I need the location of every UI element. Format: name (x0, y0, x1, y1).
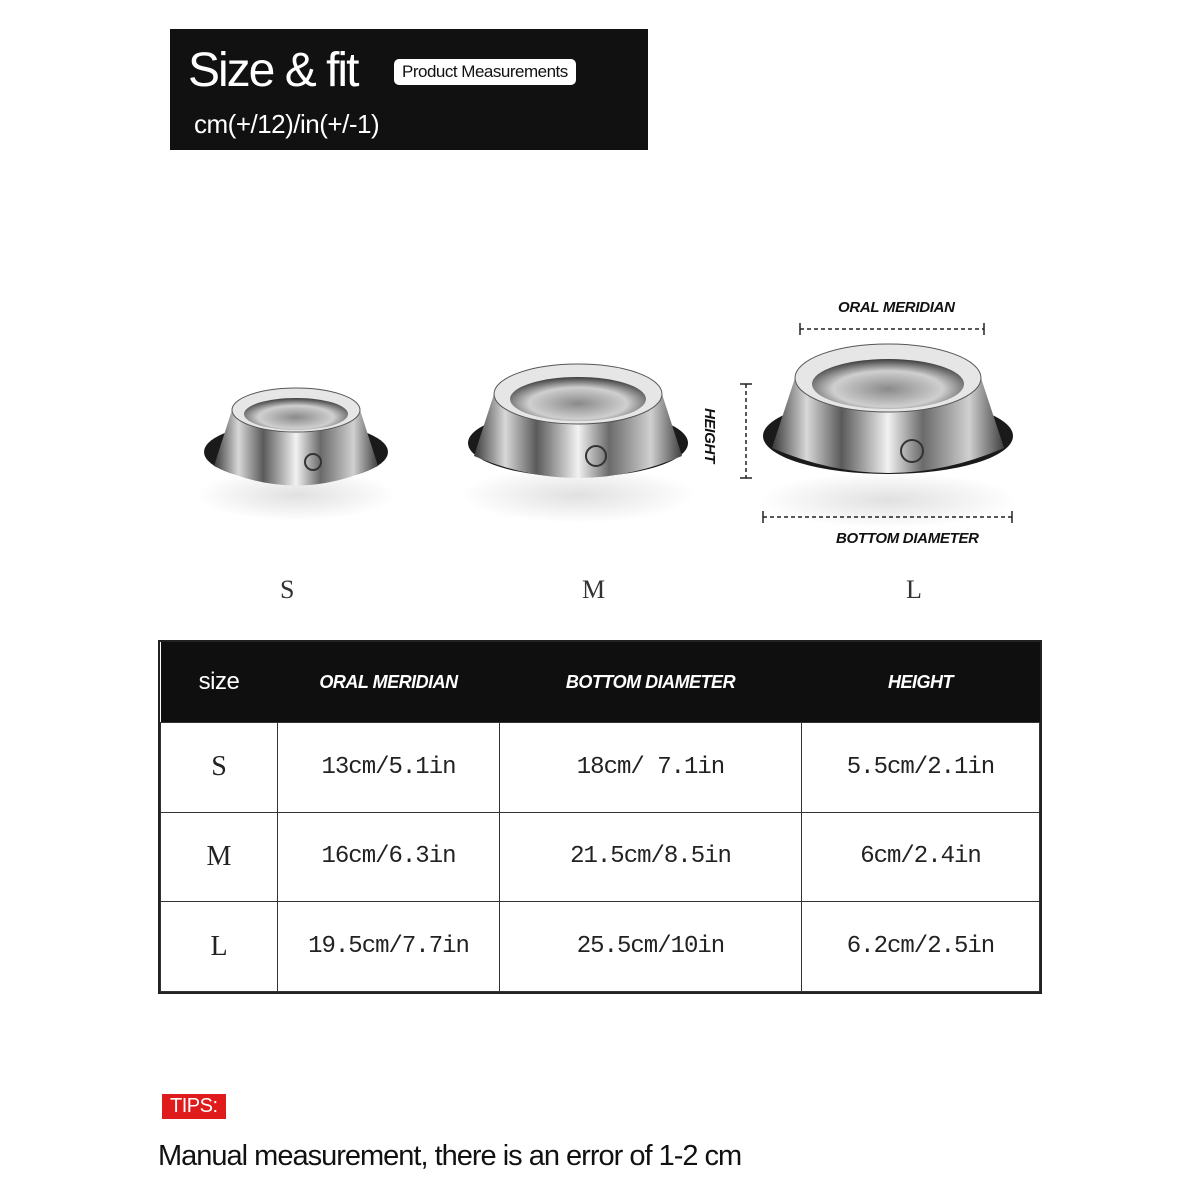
cell-height: 6cm/2.4in (802, 812, 1040, 902)
cell-oral-meridian: 13cm/5.1in (278, 723, 500, 813)
cell-height: 5.5cm/2.1in (802, 723, 1040, 813)
oral-meridian-line (800, 323, 984, 335)
cell-oral-meridian: 19.5cm/7.7in (278, 902, 500, 992)
table-header-row (161, 642, 1040, 723)
cell-size: S (161, 723, 278, 813)
header-size: size (161, 642, 278, 723)
cell-size: M (161, 812, 278, 902)
header-height: HEIGHT (802, 642, 1040, 723)
table-row (161, 812, 1040, 902)
cell-size: L (161, 902, 278, 992)
size-label-s: S (280, 575, 295, 604)
page-title: Size & fit (188, 44, 358, 97)
cell-bottom-diameter: 25.5cm/10in (500, 902, 802, 992)
height-line (740, 384, 752, 478)
tolerance-text: cm(+/12)/in(+/-1) (194, 109, 380, 139)
bowl-small (196, 388, 396, 521)
header-bottom-diameter: BOTTOM DIAMETER (500, 642, 802, 723)
size-label-l: L (906, 575, 922, 604)
cell-height: 6.2cm/2.5in (802, 902, 1040, 992)
cell-oral-meridian: 16cm/6.3in (278, 812, 500, 902)
bowl-medium (460, 364, 696, 523)
header-oral-meridian: ORAL MERIDIAN (278, 642, 500, 723)
height-label: HEIGHT (700, 408, 718, 463)
size-table (158, 640, 1042, 994)
cell-bottom-diameter: 18cm/ 7.1in (500, 723, 802, 813)
size-label-m: M (582, 575, 606, 604)
bottom-diameter-label: BOTTOM DIAMETER (836, 530, 979, 547)
oral-meridian-label: ORAL MERIDIAN (838, 299, 955, 316)
bowl-large (758, 344, 1018, 528)
tips-note: Manual measurement, there is an error of 1-2 cm (158, 1140, 742, 1172)
table-row (161, 902, 1040, 992)
product-measurements-badge: Product Measurements (394, 59, 576, 85)
cell-bottom-diameter: 21.5cm/8.5in (500, 812, 802, 902)
table-row (161, 723, 1040, 813)
tips-badge: TIPS: (162, 1094, 226, 1119)
